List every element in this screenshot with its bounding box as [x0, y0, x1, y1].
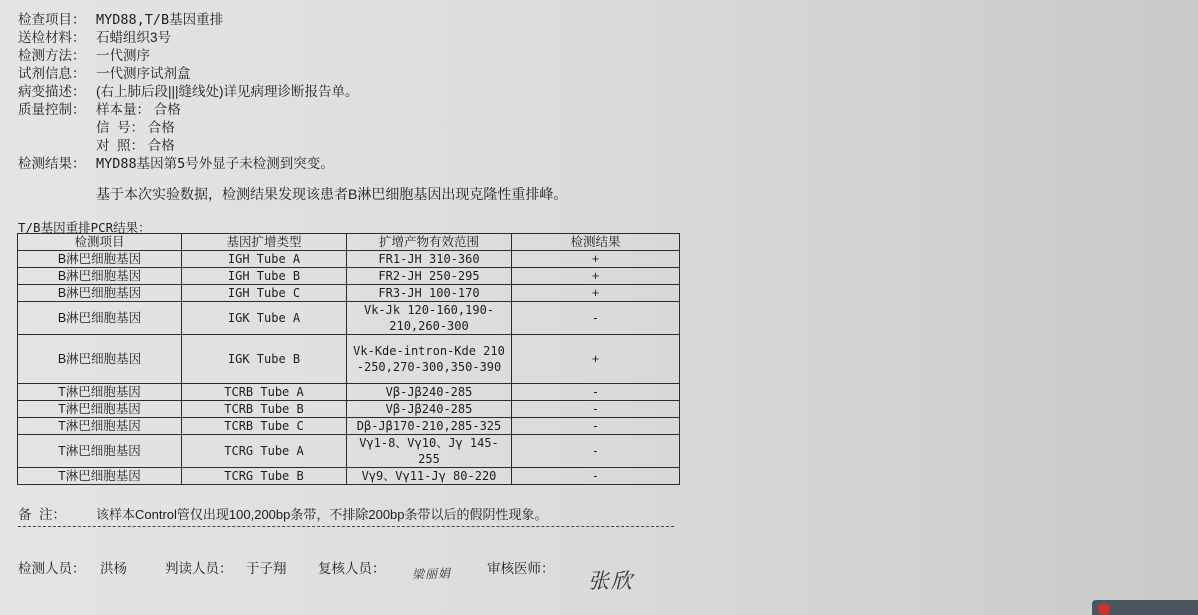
qc-value: 合格	[147, 138, 175, 153]
table-row	[18, 418, 680, 435]
quality-signal	[96, 116, 175, 136]
field-label: 检测结果：	[18, 156, 86, 171]
pcr-results-table	[17, 233, 680, 485]
field-value: MYD88基因第5号外显子未检测到突变。	[96, 156, 334, 172]
doctor-label: 审核医师：	[487, 561, 555, 576]
cell-type: TCRB Tube A	[182, 384, 347, 401]
app-icon	[1098, 603, 1110, 615]
qc-value: 合格	[147, 120, 175, 135]
cell-range: Vγ9、Vγ11-Jγ 80-220	[347, 468, 512, 485]
cell-item: B淋巴细胞基因	[18, 251, 182, 268]
cell-item: B淋巴细胞基因	[18, 268, 182, 285]
table-row	[18, 285, 680, 302]
cell-range: FR3-JH 100-170	[347, 285, 512, 302]
cell-type: IGH Tube B	[182, 268, 347, 285]
cell-result: -	[512, 384, 680, 401]
qc-label: 对 照：	[96, 138, 145, 153]
table-row	[18, 268, 680, 285]
table-row	[18, 251, 680, 268]
note-label: 备 注：	[18, 507, 67, 522]
cell-item: T淋巴细胞基因	[18, 384, 182, 401]
table-row	[18, 384, 680, 401]
cell-result: -	[512, 302, 680, 335]
table-row	[18, 468, 680, 485]
cell-result: -	[512, 418, 680, 435]
qc-label: 信 号：	[96, 120, 145, 135]
field-label: 试剂信息：	[18, 66, 86, 81]
header-item: 检测项目	[18, 234, 182, 251]
reviewer-label: 复核人员：	[318, 561, 386, 576]
field-value: (右上肺后段|||缝线处)详见病理诊断报告单。	[96, 84, 359, 99]
cell-item: B淋巴细胞基因	[18, 285, 182, 302]
cell-item: B淋巴细胞基因	[18, 302, 182, 335]
cell-type: TCRG Tube B	[182, 468, 347, 485]
cell-range: FR2-JH 250-295	[347, 268, 512, 285]
doctor-signature: 张欣	[588, 569, 634, 593]
cell-result: -	[512, 401, 680, 418]
table-header-row	[18, 234, 680, 251]
cell-item: B淋巴细胞基因	[18, 335, 182, 384]
table-row	[18, 302, 680, 335]
header-amplification-type: 基因扩增类型	[182, 234, 347, 251]
taskbar-corner	[1092, 600, 1198, 615]
cell-type: IGH Tube A	[182, 251, 347, 268]
qc-label: 样本量：	[96, 102, 150, 117]
cell-type: IGK Tube A	[182, 302, 347, 335]
cell-result: +	[512, 268, 680, 285]
cell-item: T淋巴细胞基因	[18, 468, 182, 485]
reader-label: 判读人员：	[165, 561, 233, 576]
cell-range: Vk-Jk 120-160,190-210,260-300	[347, 302, 512, 335]
tester-name: 洪杨	[100, 561, 127, 576]
field-label: 检测方法：	[18, 48, 86, 63]
cell-type: IGH Tube C	[182, 285, 347, 302]
cell-type: TCRB Tube C	[182, 418, 347, 435]
cell-range: FR1-JH 310-360	[347, 251, 512, 268]
cell-result: +	[512, 285, 680, 302]
tester-label: 检测人员：	[18, 561, 86, 576]
quality-control-ref	[96, 134, 175, 154]
cell-range: Vβ-Jβ240-285	[347, 384, 512, 401]
table-row	[18, 401, 680, 418]
quality-control	[18, 98, 181, 118]
field-specimen	[18, 26, 171, 46]
cell-range: Vk-Kde-intron-Kde 210-250,270-300,350-390	[347, 335, 512, 384]
cell-range: Vβ-Jβ240-285	[347, 401, 512, 418]
cell-result: +	[512, 251, 680, 268]
field-reagent	[18, 62, 191, 82]
field-label: 检查项目：	[18, 12, 86, 27]
cell-type: TCRG Tube A	[182, 435, 347, 468]
cell-result: -	[512, 435, 680, 468]
cell-result: -	[512, 468, 680, 485]
field-method	[18, 44, 150, 64]
summary-text: 基于本次实验数据，检测结果发现该患者B淋巴细胞基因出现克隆性重排峰。	[96, 186, 568, 202]
cell-range: Vγ1-8、Vγ10、Jγ 145-255	[347, 435, 512, 468]
reviewer-signature: 梁丽娟	[411, 566, 452, 582]
field-value: 一代测序试剂盒	[96, 66, 191, 81]
cell-item: T淋巴细胞基因	[18, 435, 182, 468]
cell-type: IGK Tube B	[182, 335, 347, 384]
note-text: 该样本Control管仅出现100,200bp条带，不排除200bp条带以后的假阴性现象。	[96, 507, 548, 522]
field-result	[18, 152, 334, 172]
cell-range: Dβ-Jβ170-210,285-325	[347, 418, 512, 435]
field-label: 质量控制：	[18, 102, 86, 117]
table-row	[18, 435, 680, 468]
divider	[18, 526, 674, 527]
field-label: 送检材料：	[18, 30, 86, 45]
table-row	[18, 335, 680, 384]
field-value: 一代测序	[96, 48, 150, 63]
header-product-range: 扩增产物有效范围	[347, 234, 512, 251]
cell-item: T淋巴细胞基因	[18, 401, 182, 418]
field-value: MYD88,T/B基因重排	[96, 12, 224, 28]
cell-type: TCRB Tube B	[182, 401, 347, 418]
cell-item: T淋巴细胞基因	[18, 418, 182, 435]
table-title: T/B基因重排PCR结果：	[18, 220, 151, 235]
reader-name: 于子翔	[246, 561, 287, 576]
header-result: 检测结果	[512, 234, 680, 251]
field-value: 石蜡组织3号	[96, 30, 172, 45]
qc-value: 合格	[153, 102, 181, 117]
field-exam-item	[18, 8, 223, 28]
cell-result: +	[512, 335, 680, 384]
field-lesion	[18, 80, 359, 100]
field-label: 病变描述：	[18, 84, 86, 99]
